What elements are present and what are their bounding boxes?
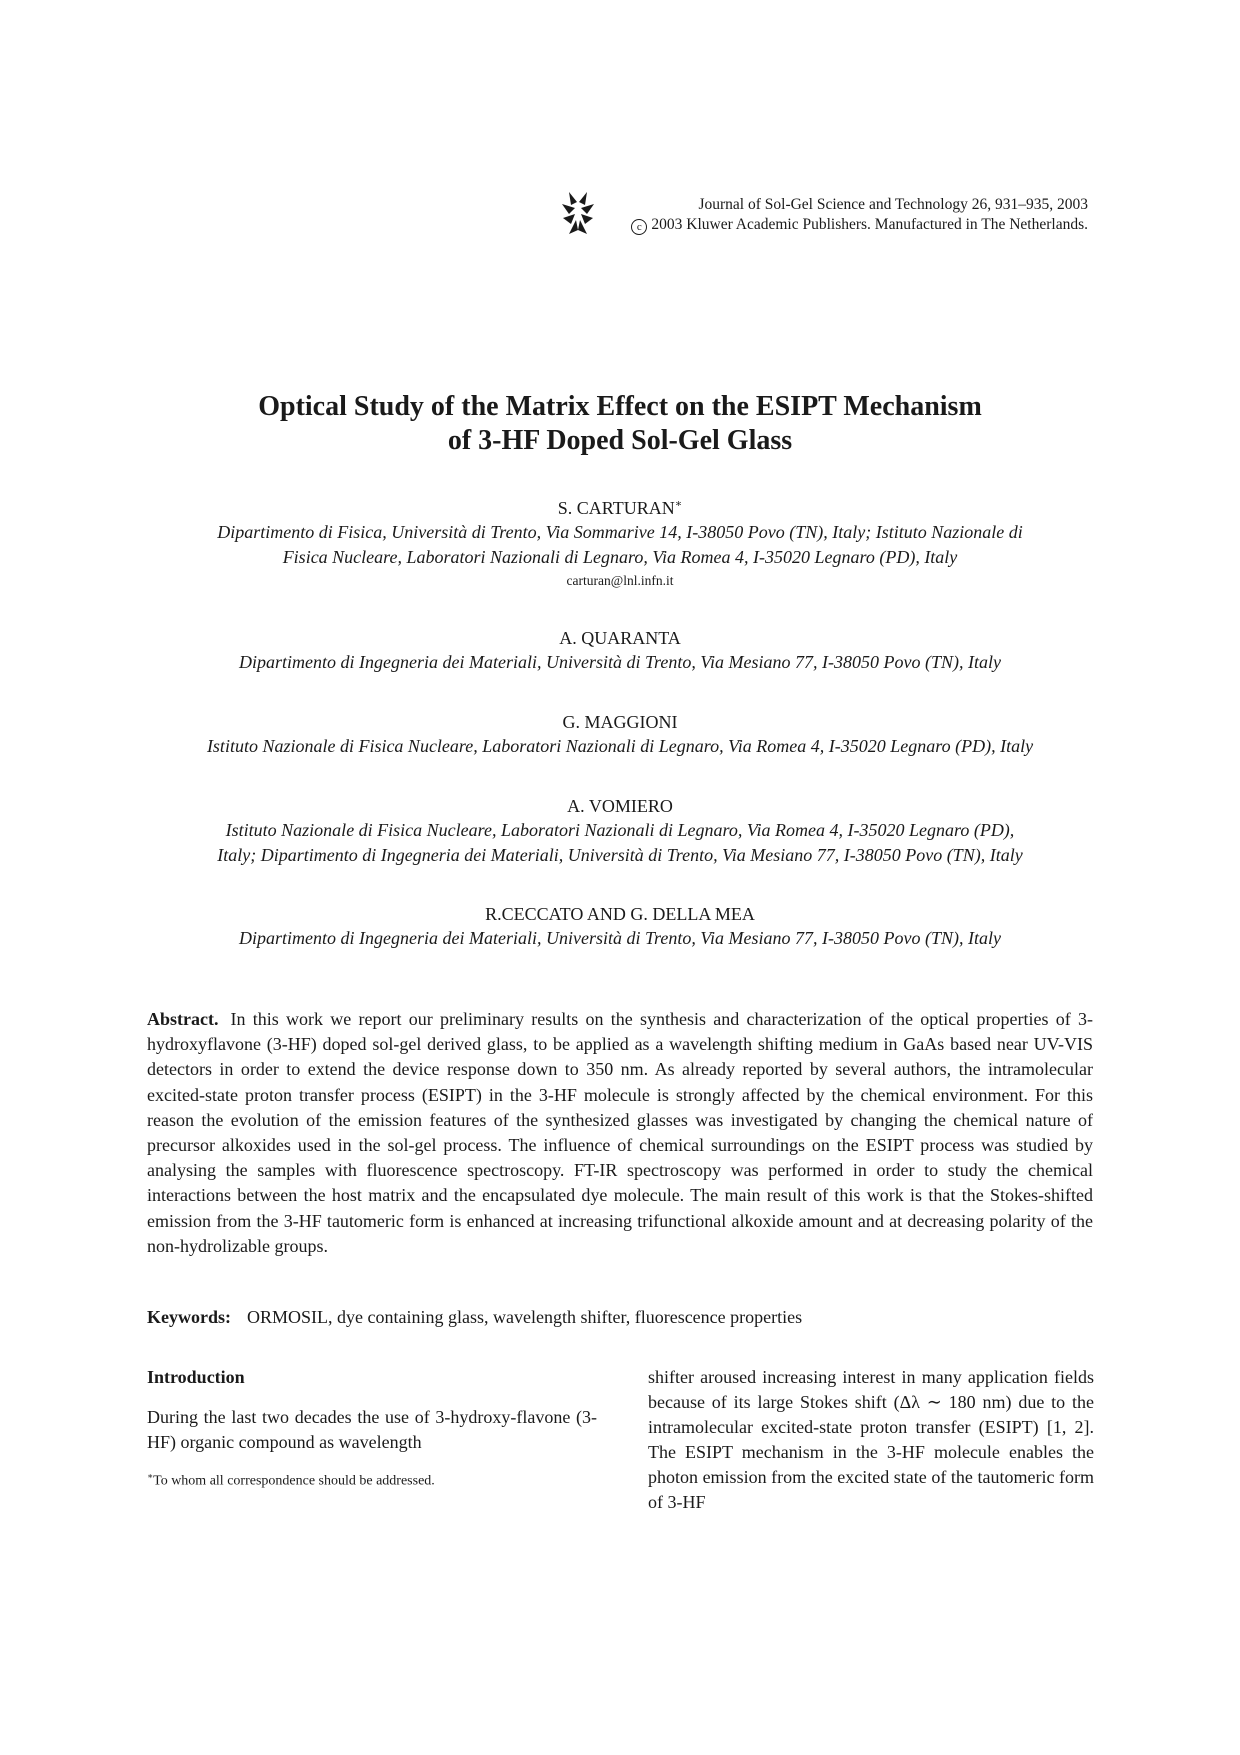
- author-block-1: [130, 492, 1110, 592]
- copyright-text: 2003 Kluwer Academic Publishers. Manufactured in The Netherlands.: [651, 216, 1088, 233]
- copyright-icon: c: [631, 219, 647, 235]
- left-column: [147, 1365, 597, 1455]
- author-affiliation: Dipartimento di Ingegneria dei Materiali, Università di Trento, Via Mesiano 77, I-38050 Povo (TN), Italy: [239, 652, 1001, 672]
- copyright-line: [631, 215, 1088, 235]
- author-affiliation: Istituto Nazionale di Fisica Nucleare, Laboratori Nazionali di Legnaro, Via Romea 4, I-35020 Legnaro (PD),: [225, 820, 1015, 840]
- author-affiliation: Italy; Dipartimento di Ingegneria dei Materiali, Università di Trento, Via Mesiano 77, I-38050 Povo (TN), Italy: [217, 845, 1023, 865]
- author-name: R.CECCATO AND G. DELLA MEA: [485, 904, 755, 924]
- author-block-5: [130, 902, 1110, 951]
- title-line-1: Optical Study of the Matrix Effect on the ESIPT Mechanism: [258, 391, 982, 422]
- footnote-mark: ∗: [147, 1471, 154, 1481]
- abstract-label: Abstract.: [147, 1009, 219, 1029]
- author-name: G. MAGGIONI: [562, 712, 678, 732]
- author-affiliation: Dipartimento di Ingegneria dei Materiali, Università di Trento, Via Mesiano 77, I-38050 Povo (TN), Italy: [239, 928, 1001, 948]
- keywords-label: Keywords:: [147, 1307, 231, 1327]
- abstract: [147, 1007, 1093, 1259]
- correspondence-mark: ∗: [674, 498, 683, 510]
- journal-header: [631, 195, 1088, 235]
- journal-line: Journal of Sol-Gel Science and Technology 26, 931–935, 2003: [698, 196, 1088, 213]
- author-name: [130, 492, 1110, 520]
- author-name: A. VOMIERO: [567, 796, 673, 816]
- paper-title: [0, 390, 1240, 458]
- author-block-3: [130, 710, 1110, 759]
- keywords-text: ORMOSIL, dye containing glass, wavelength shifter, fluorescence properties: [247, 1307, 803, 1327]
- footnote: [147, 1466, 435, 1492]
- title-line-2: of 3-HF Doped Sol-Gel Glass: [447, 425, 793, 456]
- author-block-4: [130, 794, 1110, 868]
- keywords: [147, 1305, 802, 1330]
- section-heading: Introduction: [147, 1367, 245, 1387]
- author-affiliation: Dipartimento di Fisica, Università di Trento, Via Sommarive 14, I-38050 Povo (TN), Italy; Istituto Nazionale di: [217, 522, 1023, 542]
- author-block-2: [130, 626, 1110, 675]
- abstract-text: In this work we report our preliminary results on the synthesis and characterization of the optical properties of 3-hydroxyflavone (3-HF) doped sol-gel derived glass, to be applied as a wavelength shifting medium in GaAs based near UV-VIS detectors in order to extend the device response down to 350 nm. As already reported by several authors, the intramolecular excited-state proton transfer process (ESIPT) in the 3-HF molecule is strongly affected by the chemical environment. For this reason the evolution of the emission features of the synthesized glasses was investigated by changing the chemical nature of precursor alkoxides used in the sol-gel process. The influence of chemical surroundings on the ESIPT process was studied by analysing the samples with fluorescence spectroscopy. FT-IR spectroscopy was performed in order to study the chemical interactions between the host matrix and the encapsulated dye molecule. The main result of this work is that the Stokes-shifted emission from the 3-HF tautomeric form is enhanced at increasing trifunctional alkoxide amount and at decreasing polarity of the non-hydrolizable groups.: [147, 1009, 1093, 1256]
- introduction-text-right: shifter aroused increasing interest in many application fields because of its large Stokes shift (Δλ ∼ 180 nm) due to the intramolecular excited-state proton transfer (ESIPT) [1, 2]. The ESIPT mechanism in the 3-HF molecule enables the photon emission from the excited state of the tautomeric form of 3-HF: [648, 1367, 1094, 1512]
- right-column: [648, 1365, 1094, 1515]
- author-name: A. QUARANTA: [559, 628, 681, 648]
- author-affiliation: Istituto Nazionale di Fisica Nucleare, Laboratori Nazionali di Legnaro, Via Romea 4, I-35020 Legnaro (PD), Italy: [206, 736, 1034, 756]
- author-name-text: S. CARTURAN: [557, 498, 675, 518]
- introduction-text-left: During the last two decades the use of 3-hydroxy-flavone (3-HF) organic compound as wavelength: [147, 1407, 597, 1452]
- author-email: carturan@lnl.infn.it: [566, 573, 674, 588]
- footnote-text: To whom all correspondence should be addressed.: [153, 1473, 435, 1489]
- publisher-logo-icon: [561, 190, 595, 236]
- author-affiliation: Fisica Nucleare, Laboratori Nazionali di Legnaro, Via Romea 4, I-35020 Legnaro (PD), Italy: [282, 547, 958, 567]
